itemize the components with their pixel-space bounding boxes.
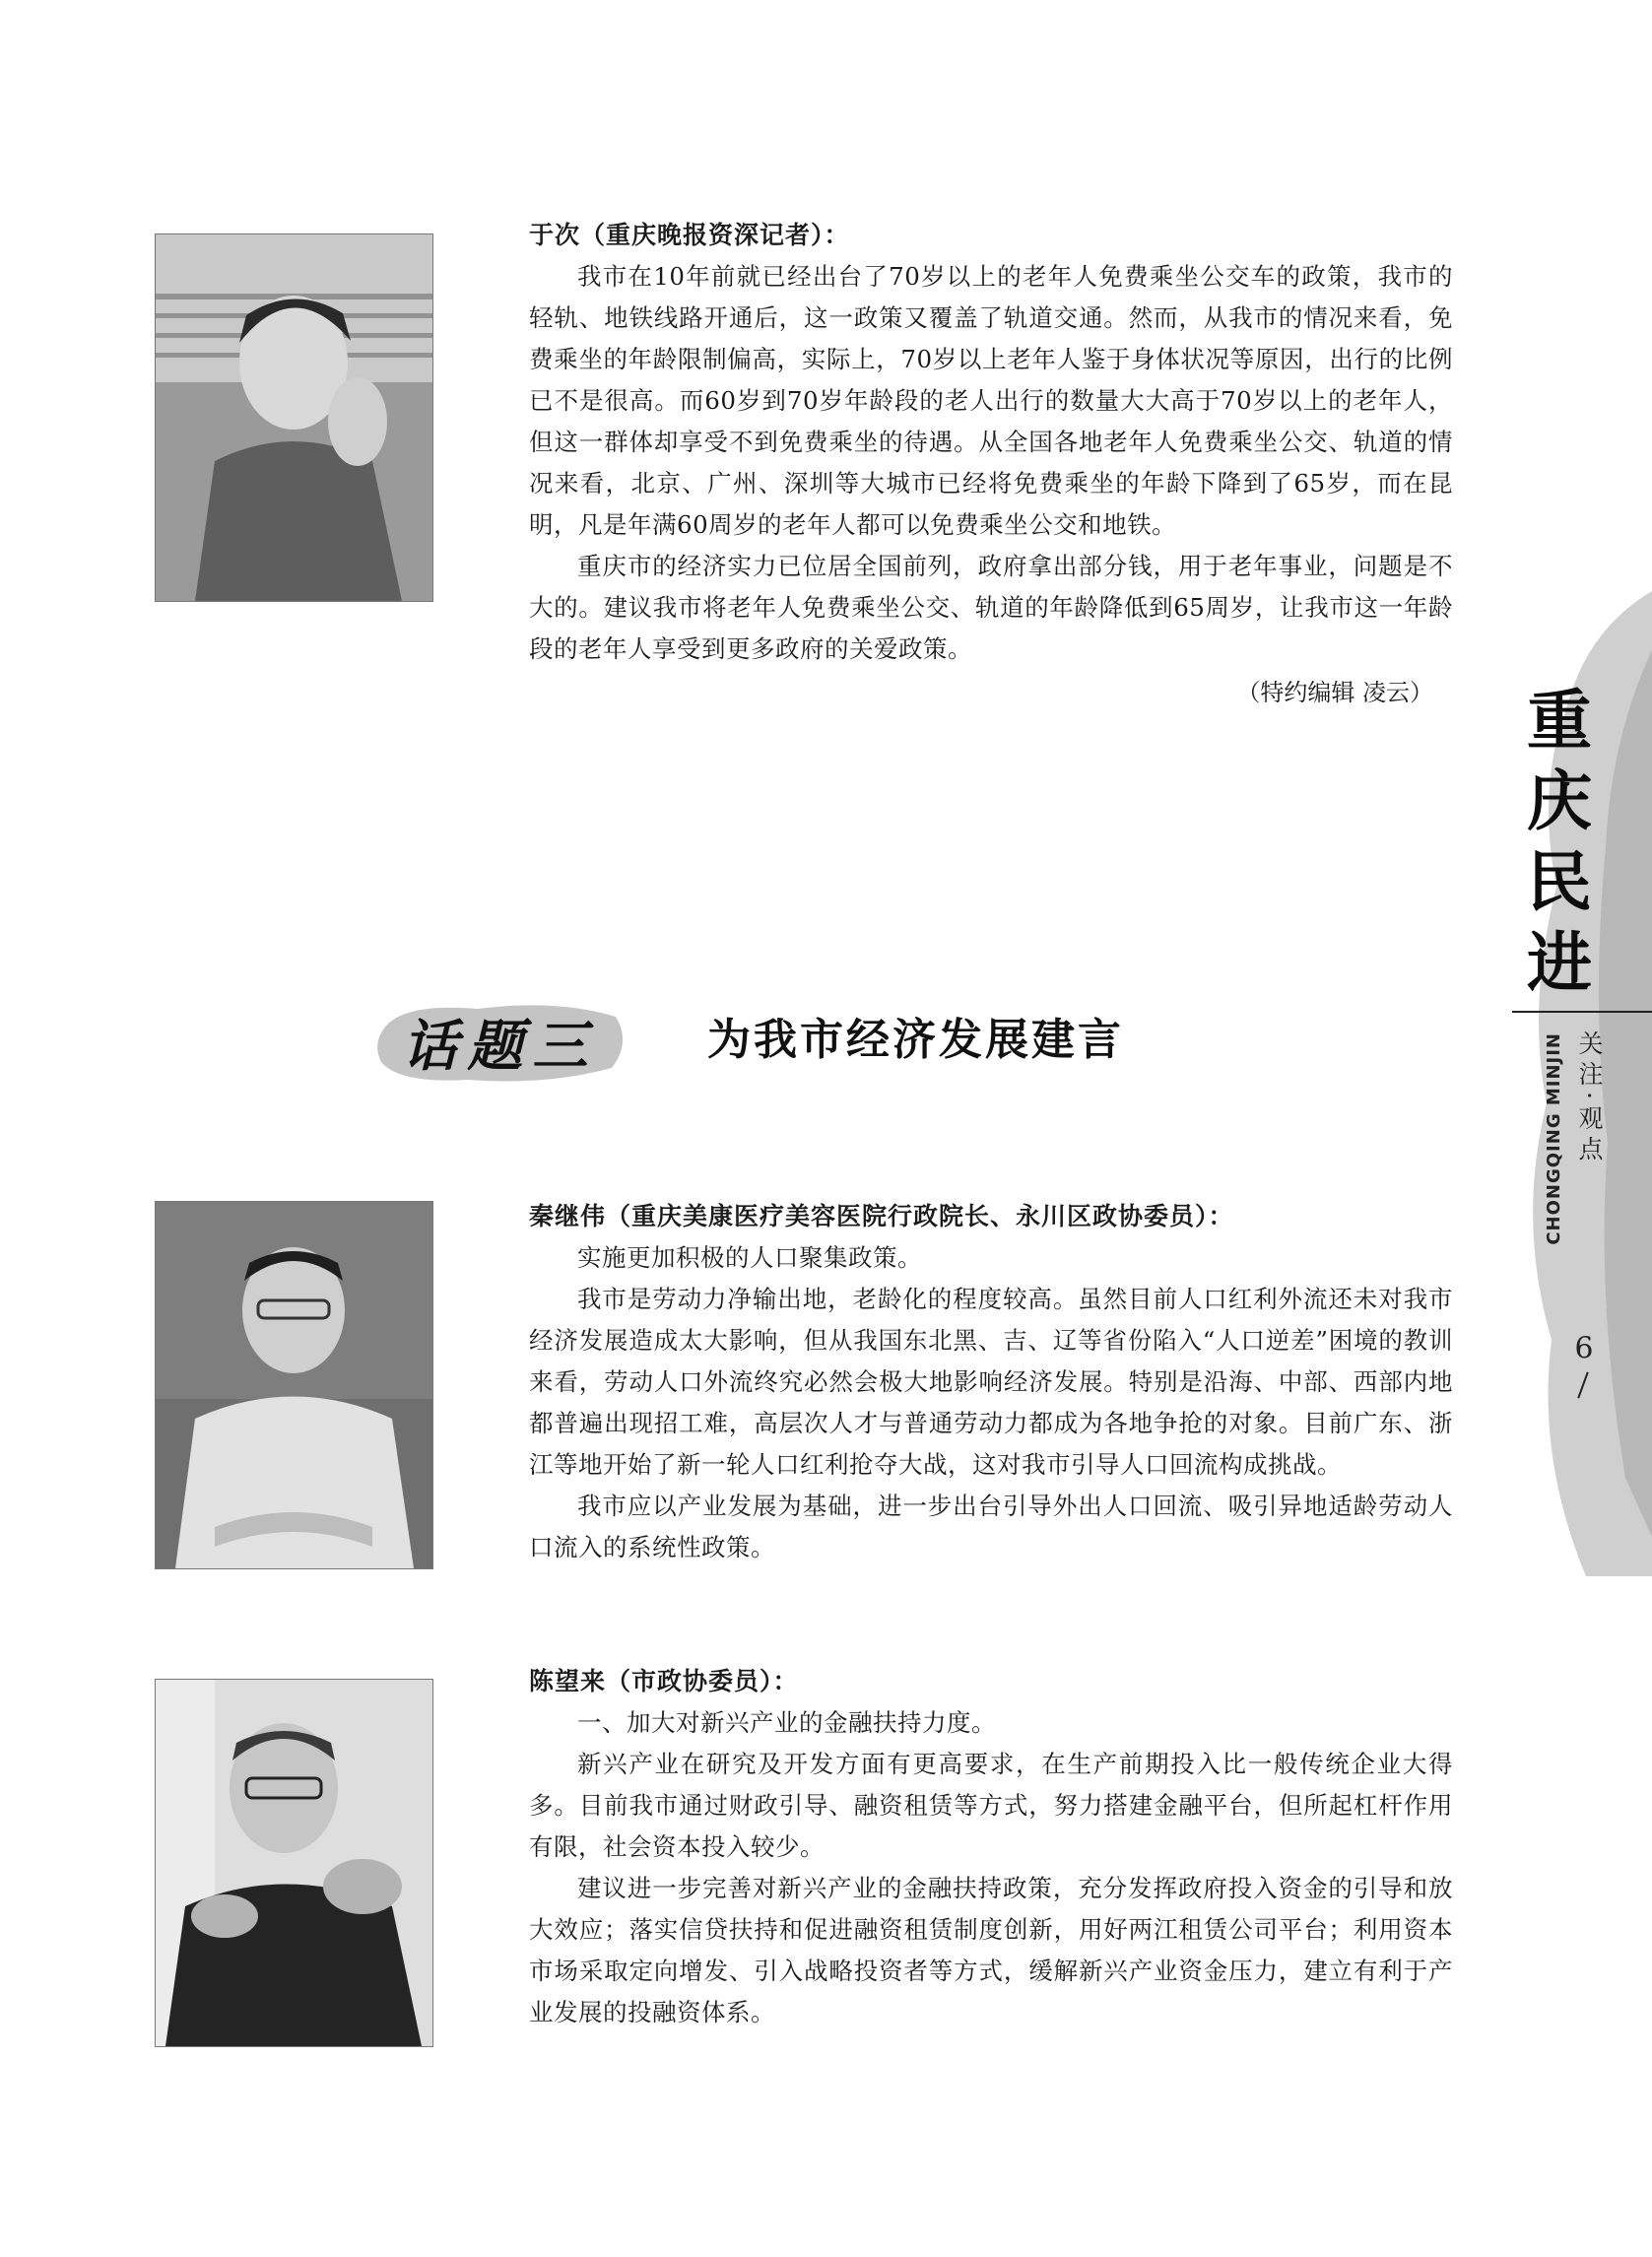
photo-qin-jiwei — [155, 1201, 433, 1569]
topic-badge — [369, 995, 630, 1090]
paragraph: 一、加大对新兴产业的金融扶持力度。 — [577, 1708, 996, 1737]
topic-title: 为我市经济发展建言 — [707, 1015, 1124, 1065]
page-number: 9 — [1574, 1328, 1594, 1362]
section-yu-ci — [529, 215, 1453, 713]
editor-credit: （特约编辑 凌云） — [1236, 679, 1433, 706]
speaker-name: 陈望来（市政协委员）： — [529, 1667, 799, 1695]
paragraph: 新兴产业在研究及开发方面有更高要求，在生产前期投入比一般传统企业大得多。目前我市通过财政引导、融资租赁等方式，努力搭建金融平台，但所起杠杆作用有限，社会资本投入较少。 — [529, 1750, 1453, 1861]
paragraph: 重庆市的经济实力已位居全国前列，政府拿出部分钱，用于老年事业，问题是不大的。建议我市将老年人免费乘坐公交、轨道的年龄降低到65周岁，让我市这一年龄段的老年人享受到更多政府的关爱政策。 — [529, 552, 1453, 663]
section-qin-jiwei — [529, 1196, 1453, 1568]
section-chen-wanglai — [529, 1661, 1453, 2033]
photo-yu-ci — [155, 233, 433, 602]
paragraph: 我市在10年前就已经出台了70岁以上的老年人免费乘坐公交车的政策，我市的轻轨、地铁线路开通后，这一政策又覆盖了轨道交通。然而，从我市的情况来看，免费乘坐的年龄限制偏高，实际上，70岁以上老年人鉴于身体状况等原因，出行的比例已不是很高。而60岁到70岁年龄段的老人出行的数量大大高于70岁以上的老年人，但这一群体却享受不到免费乘坐的待遇。从全国各地老年人免费乘坐公交、轨道的情况来看，北京、广州、深圳等大城市已经将免费乘坐的年龄下降到了65岁，而在昆明，凡是年满60周岁的老年人都可以免费乘坐公交和地铁。 — [529, 262, 1453, 539]
magazine-title — [1520, 680, 1599, 1003]
speaker-name: 于次（重庆晚报资深记者）： — [529, 221, 850, 249]
magazine-title-char: 庆 — [1527, 763, 1592, 839]
paragraph: 实施更加积极的人口聚集政策。 — [577, 1243, 922, 1272]
paragraph: 建议进一步完善对新兴产业的金融扶持政策，充分发挥政府投入资金的引导和放大效应；落实信贷扶持和促进融资租赁制度创新，用好两江租赁公司平台；利用资本市场采取定向增发、引入战略投资者等方式，缓解新兴产业资金压力，建立有利于产业发展的投融资体系。 — [529, 1874, 1453, 2026]
section-label: 关注·观点 — [1575, 1030, 1604, 1166]
magazine-pinyin: CHONGQING MINJIN — [1544, 1032, 1564, 1245]
magazine-title-char: 重 — [1527, 682, 1592, 759]
paragraph: 我市应以产业发展为基础，进一步出台引导外出人口回流、吸引异地适龄劳动人口流入的系统性政策。 — [529, 1492, 1453, 1561]
side-divider — [1512, 1011, 1652, 1013]
paragraph: 我市是劳动力净输出地，老龄化的程度较高。虽然目前人口红利外流还未对我市经济发展造成太大影响，但从我国东北黑、吉、辽等省份陷入“人口逆差”困境的教训来看，劳动人口外流终究必然会极大地影响经济发展。特别是沿海、中部、西部内地都普遍出现招工难，高层次人才与普通劳动力都成为各地争抢的对象。目前广东、浙江等地开始了新一轮人口红利抢夺大战，这对我市引导人口回流构成挑战。 — [529, 1285, 1453, 1479]
speaker-name: 秦继伟（重庆美康医疗美容医院行政院长、永川区政协委员）： — [529, 1202, 1234, 1230]
topic-badge-label: 话题三 — [402, 1014, 598, 1079]
photo-chen-wanglai — [155, 1679, 433, 2047]
magazine-title-char: 进 — [1527, 924, 1592, 1001]
magazine-title-char: 民 — [1527, 843, 1592, 920]
